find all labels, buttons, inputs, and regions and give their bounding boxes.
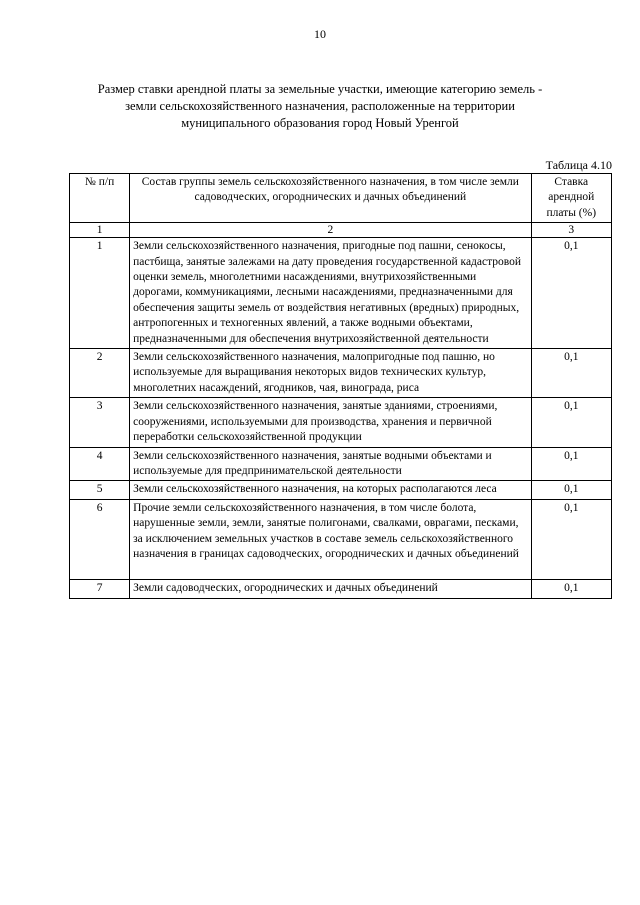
table-row [70, 349, 612, 398]
row-rate: 0,1 [531, 499, 611, 580]
row-number: 5 [70, 481, 130, 499]
table-row [70, 499, 612, 580]
row-number: 7 [70, 580, 130, 598]
row-group-text: Прочие земли сельскохозяйственного назначения, в том числе болота, нарушенные земли, земли, занятые полигонами, свалками, оврагами, песками, за исключением земельных участков в составе земель сельскохозяйственного назначения в границах садоводческих, огороднических и дачных объединений [133, 501, 519, 560]
table-label: Таблица 4.10 [545, 158, 612, 172]
column-number-row [70, 223, 612, 238]
header-num: № п/п [70, 174, 130, 223]
row-rate: 0,1 [531, 447, 611, 481]
row-number: 4 [70, 447, 130, 481]
row-rate: 0,1 [531, 481, 611, 499]
row-number: 3 [70, 398, 130, 447]
row-group [130, 499, 531, 580]
table-row [70, 481, 612, 499]
column-number: 2 [130, 223, 531, 238]
row-number: 6 [70, 499, 130, 580]
table-row [70, 580, 612, 598]
row-group: Земли сельскохозяйственного назначения, на которых располагаются леса [130, 481, 531, 499]
table-header-row [70, 174, 612, 223]
row-group: Земли садоводческих, огороднических и дачных объединений [130, 580, 531, 598]
column-number: 3 [531, 223, 611, 238]
table-row [70, 238, 612, 349]
row-number: 1 [70, 238, 130, 349]
document-title: Размер ставки арендной платы за земельные участки, имеющие категорию земель - земли сельскохозяйственного назначения, расположенные на территории муниципального образования город Новый Уренгой [97, 82, 543, 130]
row-number: 2 [70, 349, 130, 398]
row-group: Земли сельскохозяйственного назначения, малопригодные под пашню, но используемые для выращивания некоторых видов технических культур, многолетних насаждений, ягодников, чая, винограда, риса [130, 349, 531, 398]
column-number: 1 [70, 223, 130, 238]
row-rate: 0,1 [531, 398, 611, 447]
header-group: Состав группы земель сельскохозяйственного назначения, в том числе земли садоводческих, огороднических и дачных объединений [130, 174, 531, 223]
row-rate: 0,1 [531, 580, 611, 598]
row-group: Земли сельскохозяйственного назначения, занятые водными объектами и используемые для предпринимательской деятельности [130, 447, 531, 481]
row-group: Земли сельскохозяйственного назначения, занятые зданиями, строениями, сооружениями, используемыми для производства, хранения и первичной переработки сельскохозяйственной продукции [130, 398, 531, 447]
rates-table [69, 173, 612, 599]
row-group: Земли сельскохозяйственного назначения, пригодные под пашни, сенокосы, пастбища, занятые залежами на дату проведения государственной кадастровой оценки земель, многолетними насаждениями, внутрихозяйственными дорогами, коммуникациями, лесными насаждениями, предназначенными для обеспечения защиты земель от воздействия негативных (вредных) природных, антропогенных и техногенных явлений, а также водными объектами, предназначенными для обеспечения внутрихозяйственной деятельности [130, 238, 531, 349]
table-row [70, 398, 612, 447]
page-number: 10 [314, 27, 326, 41]
row-rate: 0,1 [531, 349, 611, 398]
row-rate: 0,1 [531, 238, 611, 349]
table-row [70, 447, 612, 481]
header-rate: Ставка арендной платы (%) [531, 174, 611, 223]
